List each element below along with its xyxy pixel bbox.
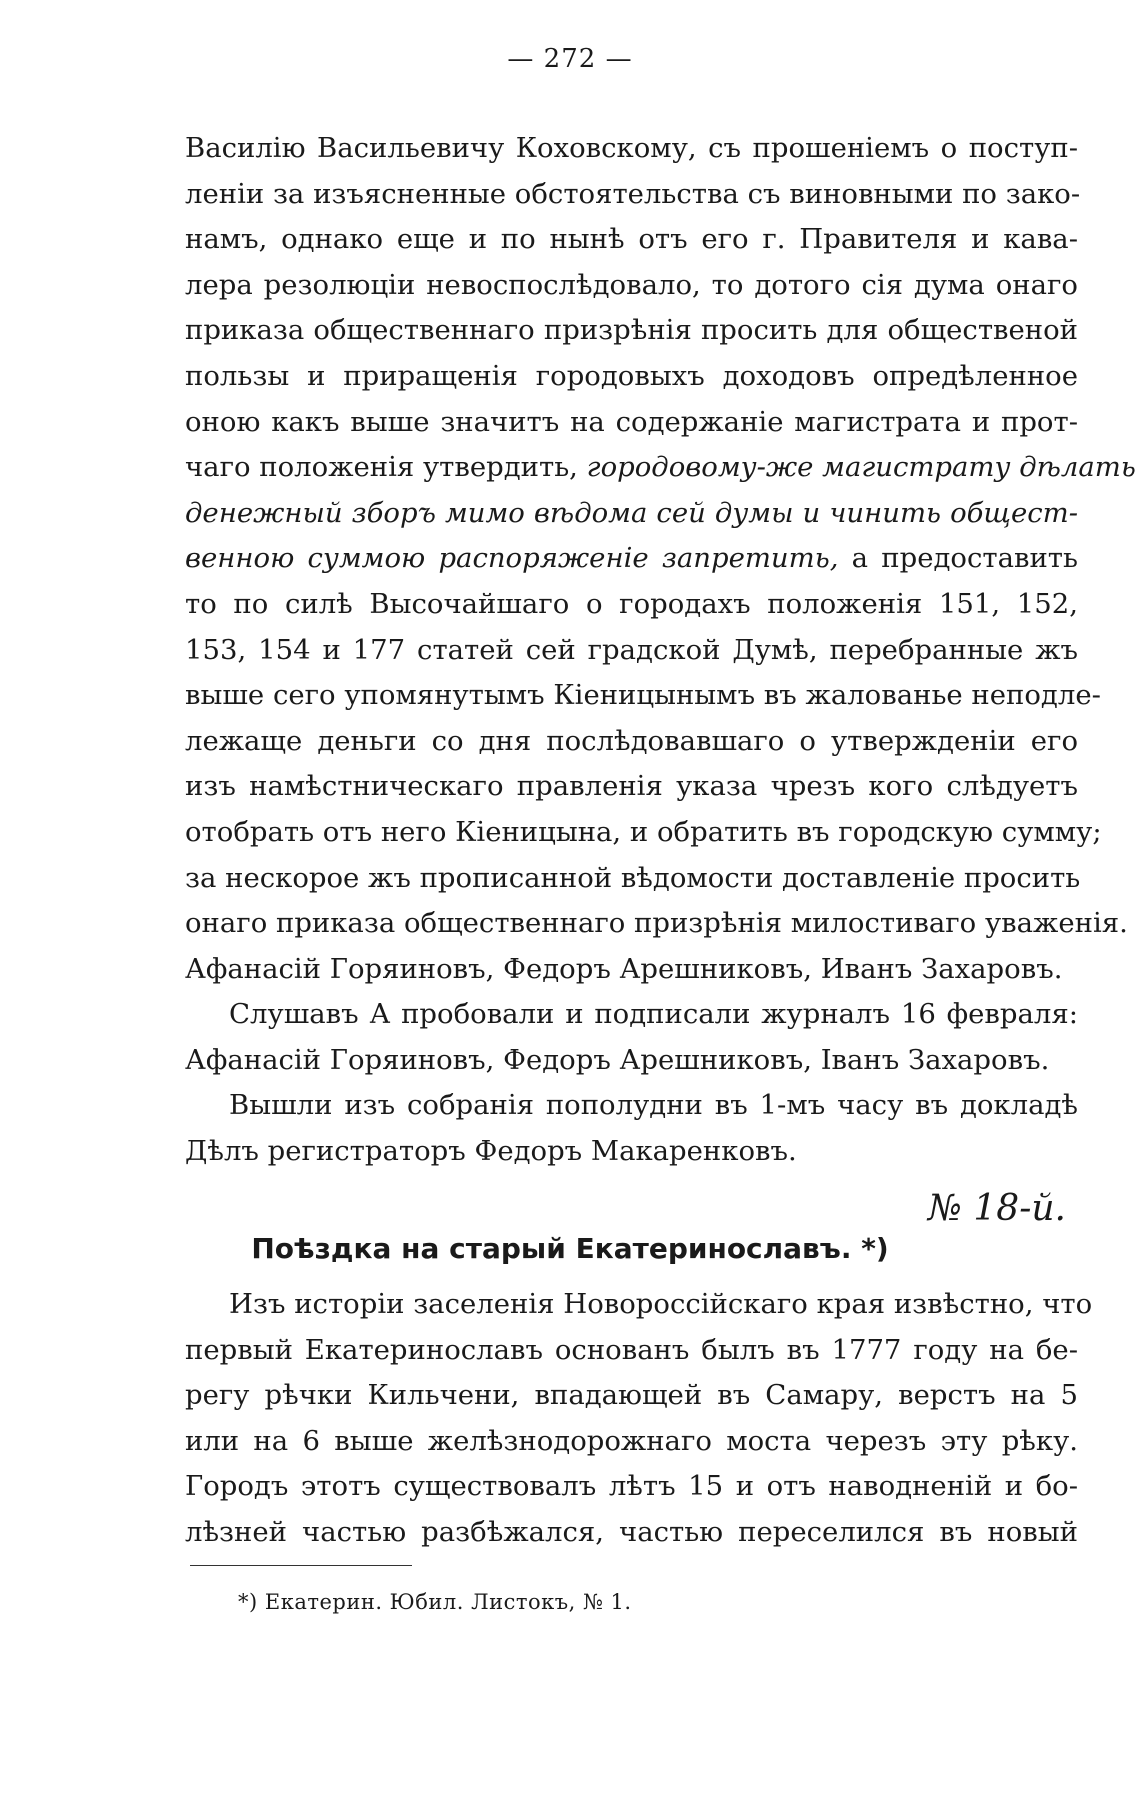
article-text-block — [185, 1282, 1093, 1556]
text-line: Изъ исторіи заселенія Новороссійскаго края извѣстно, что — [229, 1288, 1093, 1320]
journal-text-block — [185, 126, 1136, 1175]
text-line: 153, 154 и 177 статей сей градской Думѣ, перебранные жъ — [185, 633, 1078, 666]
signatures-line: Афанасій Горяиновъ, Федоръ Арешниковъ, Иванъ Захаровъ. — [185, 952, 1063, 985]
italic-text: венною суммою распоряженіе запретить, — [185, 542, 839, 575]
text-line: отобрать отъ него Кіеницына, и обратить въ городскую сумму; — [185, 815, 1102, 848]
text-line: лера резолюціи невоспослѣдовало, то дотого сія дума онаго — [185, 268, 1078, 301]
text-line: первый Екатеринославъ основанъ былъ въ 1777 году на бе- — [185, 1333, 1078, 1366]
plain-text: а предоставить — [838, 542, 1078, 575]
footnote: *) Екатерин. Юбил. Листокъ, № 1. — [238, 1590, 632, 1614]
text-line: оною какъ выше значитъ на содержаніе магистрата и прот- — [185, 405, 1078, 438]
text-line: Городъ этотъ существовалъ лѣтъ 15 и отъ наводненій и бо- — [185, 1470, 1078, 1503]
registrar-line: Дѣлъ регистраторъ Федоръ Макаренковъ. — [185, 1135, 797, 1168]
text-line: или на 6 выше желѣзнодорожнаго моста черезъ эту рѣку. — [185, 1424, 1078, 1457]
text-line: намъ, однако еще и по нынѣ отъ его г. Правителя и кава- — [185, 223, 1078, 256]
text-line: выше сего упомянутымъ Кіеницынымъ въ жалованье неподле- — [185, 679, 1101, 712]
text-line: онаго приказа общественнаго призрѣнія милостиваго уваженія. — [185, 907, 1128, 940]
text-line: изъ намѣстническаго правленія указа чрезъ кого слѣдуетъ — [185, 770, 1078, 803]
text-line: лежаще деньги со дня послѣдовавшаго о утвержденіи его — [185, 724, 1078, 757]
page-number: — 272 — — [507, 44, 633, 74]
text-line: то по силѣ Высочайшаго о городахъ положенія 151, 152, — [185, 587, 1078, 620]
text-line-italic — [185, 491, 1078, 537]
italic-text: городовому-же магистрату дѣлать — [586, 451, 1136, 484]
text-line: за нескорое жъ прописанной вѣдомости доставленіе просить — [185, 861, 1081, 894]
text-line: приказа общественнаго призрѣнія просить для общественой — [185, 314, 1078, 347]
article-heading: Поѣздка на старый Екатеринославъ. *) — [251, 1232, 889, 1265]
text-line: Василію Васильевичу Коховскому, съ прошеніемъ о поступ- — [185, 132, 1078, 164]
text-line: лѣзней частью разбѣжался, частью переселился въ новый — [185, 1515, 1078, 1548]
text-line-mixed — [185, 536, 1078, 582]
text-line: регу рѣчки Кильчени, впадающей въ Самару, верстъ на 5 — [185, 1379, 1078, 1412]
text-line: Вышли изъ собранія пополудни въ 1-мъ часу въ докладѣ — [229, 1089, 1078, 1122]
text-line: Слушавъ А пробовали и подписали журналъ 16 февраля: — [229, 998, 1078, 1031]
signatures-line: Афанасій Горяиновъ, Федоръ Арешниковъ, Іванъ Захаровъ. — [185, 1043, 1050, 1076]
issue-number: № 18-й. — [927, 1188, 1066, 1229]
text-line-mixed — [185, 445, 1136, 491]
plain-text: чаго положенія утвердить, — [185, 451, 587, 484]
text-line: пользы и приращенія городовыхъ доходовъ опредѣленное — [185, 359, 1078, 392]
italic-text: денежный зборъ мимо вѣдома сей думы и чинить общест- — [185, 496, 1078, 529]
footnote-divider — [190, 1565, 412, 1566]
text-line: леніи за изъясненные обстоятельства съ виновными по зако- — [185, 177, 1081, 210]
